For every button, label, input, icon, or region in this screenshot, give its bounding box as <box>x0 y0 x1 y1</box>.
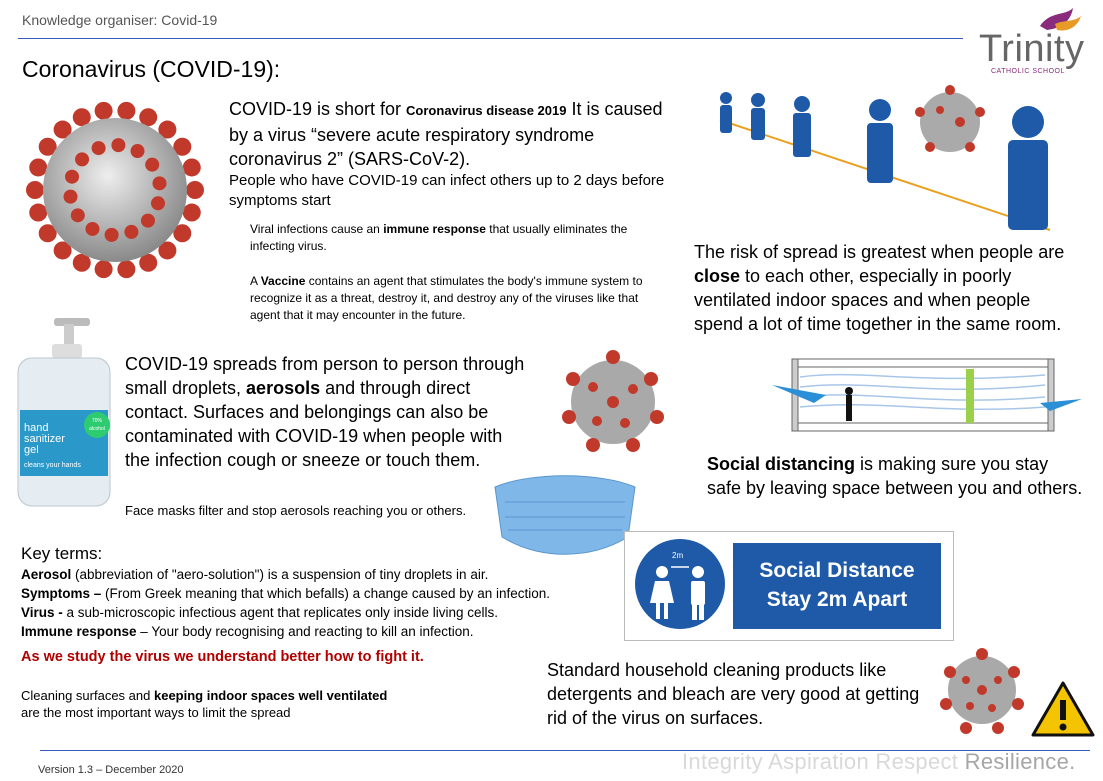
sign-distance: 2m <box>672 551 684 560</box>
sign-circle <box>635 539 725 629</box>
key-term-symptoms: Symptoms – (From Greek meaning that which befalls) a change caused by an infection. <box>21 586 551 601</box>
cleaning-text: Cleaning surfaces and keeping indoor spaces well ventilated are the most important ways to limit the spread <box>21 688 388 720</box>
key-terms-heading: Key terms: <box>21 544 103 563</box>
sanitizer-badge: 70% alcohol <box>84 412 110 438</box>
people-distance-image <box>710 80 1070 240</box>
page-title: Coronavirus (COVID-19): <box>22 56 281 82</box>
masks-text: Face masks filter and stop aerosols reaching you or others. <box>125 503 467 518</box>
virus-image-medium <box>553 345 673 460</box>
header-label: Knowledge organiser: Covid-19 <box>22 12 218 28</box>
school-logo <box>975 6 1095 76</box>
face-mask-image <box>490 462 640 562</box>
school-motto: Integrity Aspiration Respect Resilience. <box>682 749 1076 774</box>
key-term-aerosol: Aerosol (abbreviation of "aero-solution") is a suspension of tiny droplets in air. <box>21 567 489 582</box>
risk-text: The risk of spread is greatest when people are close to each other, especially in poorly ventilated indoor spaces and when people spend a lot of time together in the same room. <box>694 242 1065 334</box>
household-text: Standard household cleaning products like detergents and bleach are very good at getting rid of the virus on surfaces. <box>547 660 920 728</box>
immune-text: Viral infections cause an immune response that usually eliminates the infecting virus. <box>250 222 628 253</box>
sign-text-box: Social Distance Stay 2m Apart <box>733 543 941 629</box>
sanitizer-label: hand sanitizer gel cleans your hands <box>24 422 81 469</box>
virus-image-large <box>15 95 215 285</box>
virus-image-small <box>932 642 1032 738</box>
key-term-immune-response: Immune response – Your body recognising and reacting to kill an infection. <box>21 624 474 639</box>
key-term-virus: Virus - a sub-microscopic infectious agent that replicates only inside living cells. <box>21 605 498 620</box>
header-rule <box>18 38 963 39</box>
infect-text: People who have COVID-19 can infect others up to 2 days before symptoms start <box>229 172 665 209</box>
spread-text: COVID-19 spreads from person to person through small droplets, aerosols and through direct contact. Surfaces and belongings can also be contaminated with COVID-19 when people with the infection cough or sneeze or touch them. <box>125 354 525 470</box>
vaccine-text: A Vaccine contains an agent that stimulates the body's immune system to recognize it as a threat, destroy it, and destroy any of the viruses like that agent that it may encounter in the future. <box>250 274 643 322</box>
study-statement: As we study the virus we understand better how to fight it. <box>21 649 424 665</box>
ventilation-image <box>770 355 1090 445</box>
intro-text: COVID-19 is short for Coronavirus disease 2019 It is caused by a virus “severe acute respiratory syndrome coronavirus 2” (SARS-CoV-2). <box>229 99 663 169</box>
social-distancing-text: Social distancing is making sure you stay safe by leaving space between you and others. <box>707 454 1083 498</box>
version-label: Version 1.3 – December 2020 <box>38 764 184 776</box>
logo-sub: CATHOLIC SCHOOL <box>991 68 1065 75</box>
warning-icon <box>1030 680 1096 738</box>
key-terms-list <box>21 565 621 641</box>
logo-name: Trinity <box>979 28 1085 70</box>
social-distance-sign <box>624 531 954 641</box>
